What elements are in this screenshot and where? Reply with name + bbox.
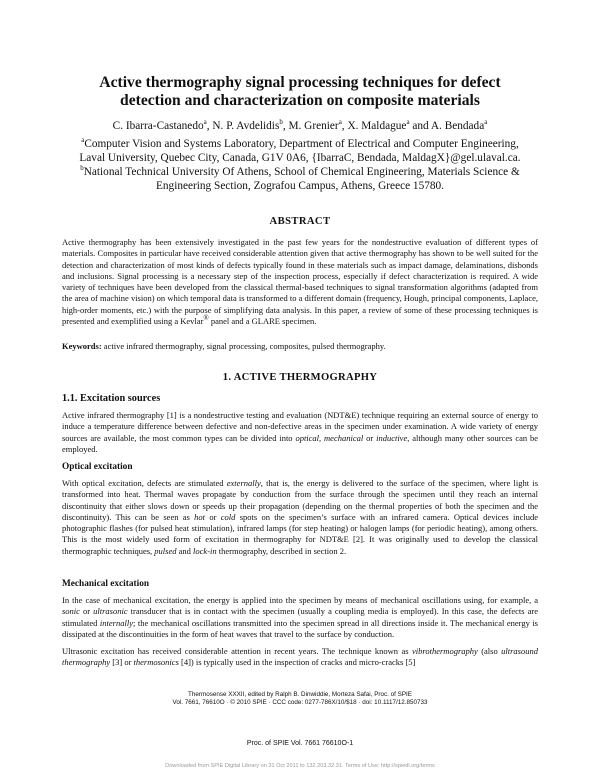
affiliation-a-marker: a <box>81 136 85 145</box>
author-3: , M. Grenier <box>282 120 339 132</box>
excitation-paragraph: Active infrared thermography [1] is a nondestructive testing and evaluation (NDT&E) technique requiring an external source of energy to induce a temperature difference between defective and non-defective areas in the specimen under examination. A wide variety of energy sources are available, the most common types can be divided into optical, mechanical or inductive, although many other sources can be employed. <box>62 410 539 454</box>
optical-excitation-heading: Optical excitation <box>62 462 133 472</box>
download-notice: Downloaded from SPIE Digital Library on 31 Oct 2011 to 132.203.32.31. Terms of Use: http://spiedl.org/terms <box>165 763 435 769</box>
page-number: Proc. of SPIE Vol. 7661 76610O-1 <box>246 740 354 747</box>
ultrasonic-excitation-paragraph: Ultrasonic excitation has received considerable attention in recent years. The technique known as vibrothermography (also ultrasound thermography [3] or thermosonics [4]) is typically used in the inspection of cracks and micro-cracks [5] <box>62 646 538 668</box>
abstract-heading: ABSTRACT <box>269 216 331 227</box>
keywords-text: active infrared thermography, signal processing, composites, pulsed thermography. <box>101 341 386 351</box>
affiliation-a-line-2: Laval University, Quebec City, Canada, G1V 0A6, {IbarraC, Bendada, MaldagX}@gel.ulaval.ca. <box>79 152 521 164</box>
abstract-text: Active thermography has been extensively investigated in the past few years for the nondestructive evaluation of different types of materials. Composites in particular have received considerable attention given that active thermography has shown to be well suited for the detection and characterization of most kinds of defects typically found in these materials such as impact damage, delaminations, disbonds and inclusions. Signal processing is a necessary step of the inspection process, especially if defect characterization is required. A wide variety of techniques have been developed from the classical thermal-based techniques to signal transformation algorithms (adapted from the area of machine vision) on which temporal data is transformed to a different domain (frequency, Hough, principal components, Laplace, high-order moments, etc.) with the purpose of simplifying data analysis. In this paper, a review of some of these processing techniques is presented and exemplified using a Kevlar® panel and a GLARE specimen. <box>62 237 538 327</box>
affiliations <box>40 137 560 193</box>
author-4-affil: a <box>406 118 410 127</box>
author-2-affil: b <box>279 118 283 127</box>
affiliation-b-line-2: Engineering Section, Zografou Campus, Athens, Greece 15780. <box>156 180 444 192</box>
affiliation-a-line-1: $^a$Computer Vision and Systems Laboratory, Department of Electrical and Computer Engineering, <box>81 136 519 150</box>
author-list <box>40 119 560 133</box>
author-4: , X. Maldague <box>341 120 407 132</box>
paper-title <box>60 74 540 110</box>
subsection-1-1-heading: 1.1. Excitation sources <box>62 393 161 404</box>
title-line-2: detection and characterization on composite materials <box>120 92 480 109</box>
keywords-label: Keywords: <box>62 341 102 351</box>
author-1: C. Ibarra-Castanedo <box>112 120 204 132</box>
title-line-1: Active thermography signal processing techniques for defect <box>99 74 501 91</box>
author-5: and A. Bendada <box>409 120 485 132</box>
affiliation-b-line-1: $^b$National Technical University Of Athens, School of Chemical Engineering, Materials Science & <box>80 164 520 178</box>
section-1-heading: 1. ACTIVE THERMOGRAPHY <box>222 372 378 383</box>
author-1-affil: a <box>203 118 207 127</box>
author-2: , N. P. Avdelidis <box>206 120 280 132</box>
mechanical-excitation-heading: Mechanical excitation <box>62 579 150 589</box>
keywords <box>62 341 538 352</box>
publication-footer <box>100 691 500 707</box>
author-3-affil: a <box>338 118 342 127</box>
mechanical-excitation-paragraph: In the case of mechanical excitation, the energy is applied into the specimen by means of mechanical oscillations using, for example, a sonic or ultrasonic transducer that is in contact with the specimen (usually a coupling media is employed). In this case, the defects are stimulated internally; the mechanical oscillations transmitted into the specimen spread in all directions inside it. The mechanical energy is dissipated at the discontinuities in the form of heat waves that travel to the surface by conduction. <box>62 595 538 639</box>
affiliation-b-marker: b <box>80 164 84 173</box>
optical-excitation-paragraph: With optical excitation, defects are stimulated externally, that is, the energy is delivered to the surface of the specimen, where light is transformed into heat. Thermal waves propagate by conduction from the surface through the specimen until they reach an internal discontinuity that either slows down or speeds up their propagation (depending on the thermal properties of both the specimen and the discontinuity). This can be seen as hot or cold spots on the specimen’s surface with an infrared camera. Optical devices include photographic flashes (for pulsed heat stimulation), infrared lamps (for step heating) or halogen lamps (for periodic heating), among others. This is the most widely used form of excitation in thermography for NDT&E [2]. It was originally used to develop the classical thermographic techniques, pulsed and lock-in thermography, described in section 2. <box>62 478 538 556</box>
footer-line-2: Vol. 7661, 76610O · © 2010 SPIE · CCC code: 0277-786X/10/$18 · doi: 10.1117/12.850733 <box>172 699 428 706</box>
footer-line-1: Thermosense XXXII, edited by Ralph B. Dinwiddie, Morteza Safai, Proc. of SPIE <box>188 691 412 698</box>
author-5-affil: a <box>484 118 488 127</box>
